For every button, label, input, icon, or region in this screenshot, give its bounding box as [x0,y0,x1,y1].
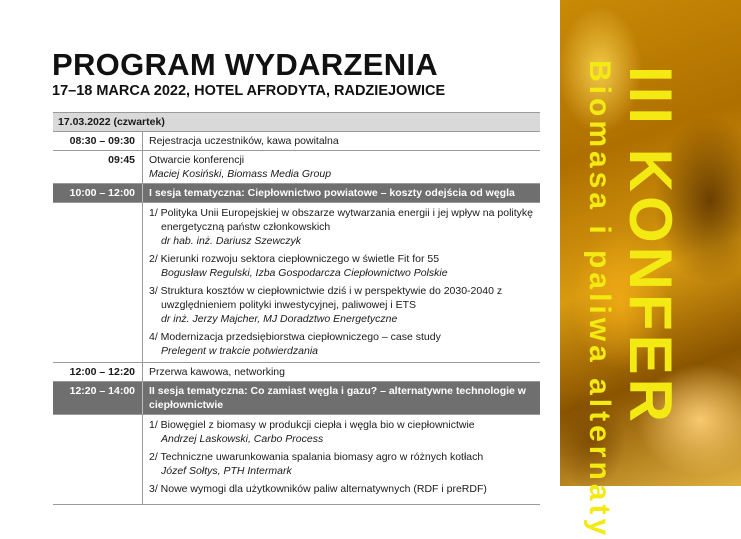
page-title: PROGRAM WYDARZENIA [52,47,438,82]
page-header [52,48,445,100]
talk-speaker: dr hab. inż. Dariusz Szewczyk [161,235,302,247]
day-label: 17.03.2022 (czwartek) [58,116,165,128]
row-content [143,151,540,183]
talk-title: 1/ Biowęgiel z biomasy w produkcji ciepła i węgla bio w ciepłownictwie [149,419,475,431]
session-talks-row [53,203,540,363]
banner-title: III KONFER [617,66,684,427]
program-row [53,132,540,151]
session-header-row [53,184,540,203]
row-title: Otwarcie konferencji [149,154,245,166]
talk-item [149,284,534,326]
banner-subtitle: Biomasa i paliwa alternaty [583,60,616,539]
talk-speaker: Andrzej Laskowski, Carbo Process [161,433,324,445]
talk-title: 4/ Modernizacja przedsiębiorstwa ciepłowniczego – case study [149,331,441,343]
program-row [53,363,540,382]
talk-title: 2/ Kierunki rozwoju sektora ciepłowniczego w świetle Fit for 55 [149,253,440,265]
session-header-row [53,382,540,415]
talk-title: 3/ Nowe wymogi dla użytkowników paliw alternatywnych (RDF i preRDF) [149,483,487,495]
talk-item [149,330,534,358]
talk-item [149,482,534,496]
program-table [53,112,540,505]
talk-title: 2/ Techniczne uwarunkowania spalania biomasy agro w różnych kotłach [149,451,484,463]
empty-time-cell [53,203,143,362]
empty-time-cell [53,415,143,504]
talk-item [149,450,534,478]
talk-title: 3/ Struktura kosztów w ciepłownictwie dziś i w perspektywie do 2030-2040 z uwzględnieniem polityki inwestycyjnej, paliwowej i ETS [149,285,503,311]
session-time: 10:00 – 12:00 [53,184,143,202]
talk-title: 1/ Polityka Unii Europejskiej w obszarze wytwarzania energii i jej wpływ na politykę energetyczną państw członkowskich [149,207,533,233]
talk-item [149,206,534,248]
session-talks-row [53,415,540,505]
talk-speaker: Prelegent w trakcie potwierdzania [161,345,318,357]
talk-speaker: dr inż. Jerzy Majcher, MJ Doradztwo Energetyczne [161,313,398,325]
session-title: I sesja tematyczna: Ciepłownictwo powiatowe – koszty odejścia od węgla [149,187,515,199]
session-time: 12:20 – 14:00 [53,382,143,414]
program-row [53,151,540,184]
row-time: 12:00 – 12:20 [53,363,143,381]
talk-item [149,418,534,446]
session-title: II sesja tematyczna: Co zamiast węgla i gazu? – alternatywne technologie w ciepłownictwie [149,385,526,411]
talk-list [143,415,540,504]
row-speaker: Maciej Kosiński, Biomass Media Group [149,168,332,180]
day-header-row [53,112,540,132]
row-time: 09:45 [53,151,143,183]
talk-speaker: Bogusław Regulski, Izba Gospodarcza Ciepłownictwo Polskie [161,267,448,279]
talk-list [143,203,540,362]
page-subtitle: 17–18 MARCA 2022, HOTEL AFRODYTA, RADZIEJOWICE [52,83,446,99]
talk-item [149,252,534,280]
row-title: Przerwa kawowa, networking [149,366,285,378]
conference-banner [560,0,741,539]
talk-speaker: Józef Sołtys, PTH Intermark [161,465,292,477]
row-time: 08:30 – 09:30 [53,132,143,150]
row-title: Rejestracja uczestników, kawa powitalna [149,135,339,147]
